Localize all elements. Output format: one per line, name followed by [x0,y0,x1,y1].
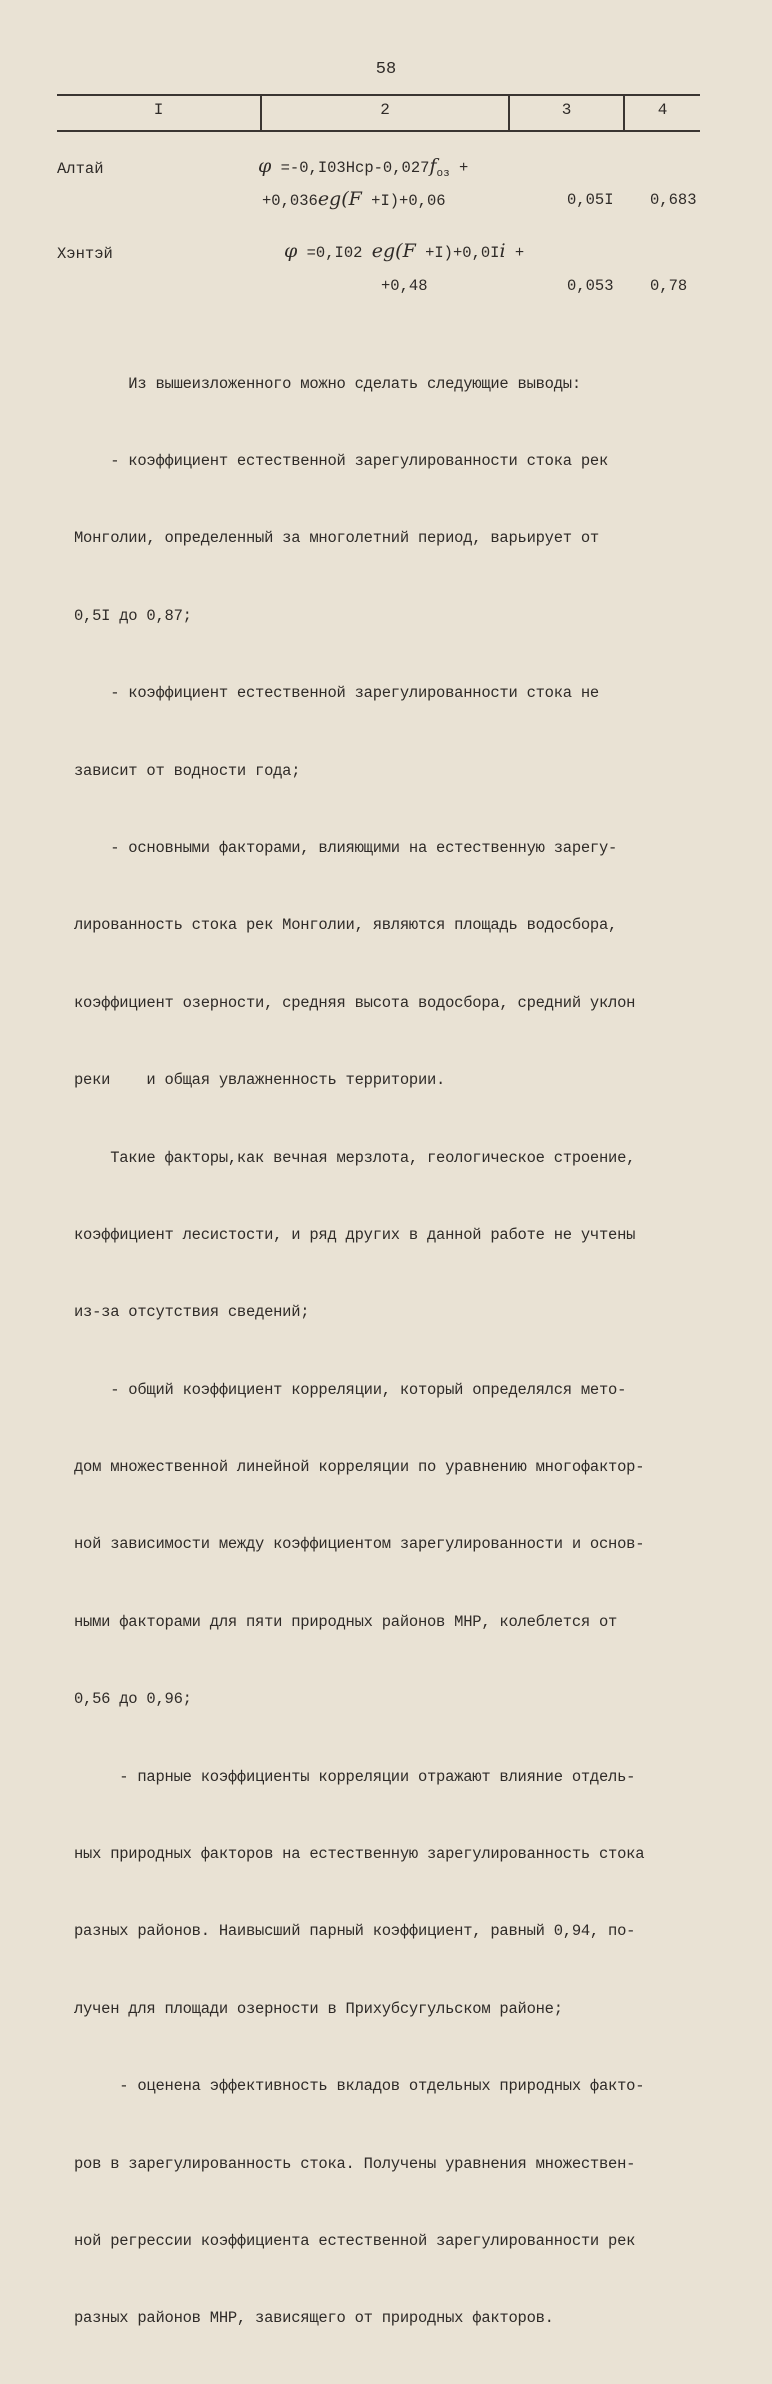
text-line: Такие факторы,как вечная мерзлота, геологическое строение, [74,1148,636,1167]
phi-symbol: φ [284,240,298,262]
text-line: Монголии, определенный за многолетний период, варьирует от [74,529,599,548]
text-line: дом множественной линейной корреляции по уравнению многофактор- [74,1458,645,1477]
column-header-1: I [153,101,164,119]
formula-text: =0,I02 [297,244,372,262]
text-line: лированность стока рек Монголии, являются площадь водосбора, [74,916,618,935]
column-header-2: 2 [380,101,390,119]
formula-line [262,188,446,210]
table-bottom-rule [57,130,700,132]
text-line: - коэффициент естественной зарегулированности стока не [74,684,599,703]
text-line: зависит от водности года; [74,761,301,780]
page-number: 58 [375,60,397,79]
text-line: разных районов МНР, зависящего от природных факторов. [74,2309,554,2328]
text-line: лучен для площади озерности в Прихубсугульском районе; [74,1999,563,2018]
table-top-rule [57,94,700,96]
table-header [57,92,700,132]
region-label: Алтай [57,160,104,178]
formula-text: + [449,159,469,177]
value-col3: 0,053 [567,277,614,295]
text-line: - основными факторами, влияющими на естественную зарегу- [74,838,618,857]
text-line: - оценена эффективность вкладов отдельных природных факто- [74,2077,645,2096]
formula-text: =-0,I03Hср-0,027 [271,159,430,177]
text-line: - коэффициент естественной зарегулированности стока рек [74,451,609,470]
text-line: Из вышеизложенного можно сделать следующие выводы: [74,374,581,393]
formula-line: +0,48 [381,277,428,295]
formula-text: ( [395,240,403,262]
text-line: - общий коэффициент корреляции, который определялся мето- [74,1380,627,1399]
formula-text: +I)+0,06 [361,192,446,210]
text-line: ров в зарегулированность стока. Получены уравнения множествен- [74,2154,636,2173]
text-line: ными факторами для пяти природных районов МНР, колеблется от [74,1612,618,1631]
formula-text: + [505,244,525,262]
text-line: ной зависимости между коэффициентом зарегулированности и основ- [74,1535,645,1554]
text-line: 0,5I до 0,87; [74,606,192,625]
formula-text: ( [341,188,349,210]
formula-symbol: F [348,188,362,210]
formula-text: +I)+0,0I [415,244,500,262]
text-line: - парные коэффициенты корреляции отражают влияние отдель- [74,1767,636,1786]
text-line: коэффициент лесистости, и ряд других в данной работе не учтены [74,1225,636,1244]
formula-subscript: оз [436,168,450,181]
text-line: коэффициент озерности, средняя высота водосбора, средний уклон [74,993,636,1012]
text-line: 0,56 до 0,96; [74,1690,192,1709]
column-header-3: 3 [561,101,572,119]
formula-text: +0,036 [262,192,318,210]
text-line: ных природных факторов на естественную зарегулированность стока [74,1845,645,1864]
formula-symbol: F [402,240,416,262]
text-line: реки и общая увлажненность территории. [74,1071,446,1090]
region-label: Хэнтэй [57,245,113,263]
formula-line [284,240,524,262]
body-text [74,320,714,2384]
formula-symbol: f [429,155,437,177]
value-col4: 0,683 [650,191,697,209]
text-line: ной регрессии коэффициента естественной зарегулированности рек [74,2231,636,2250]
value-col4: 0,78 [650,277,688,295]
formula-symbol: i [499,240,506,262]
text-line: разных районов. Наивысший парный коэффициент, равный 0,94, по- [74,1922,636,1941]
formula-symbol: eg [371,240,396,262]
value-col3: 0,05I [567,191,614,209]
text-line: из-за отсутствия сведений; [74,1303,310,1322]
formula-line [258,155,468,180]
formula-symbol: eg [317,188,342,210]
column-header-4: 4 [657,101,668,119]
phi-symbol: φ [258,155,272,177]
